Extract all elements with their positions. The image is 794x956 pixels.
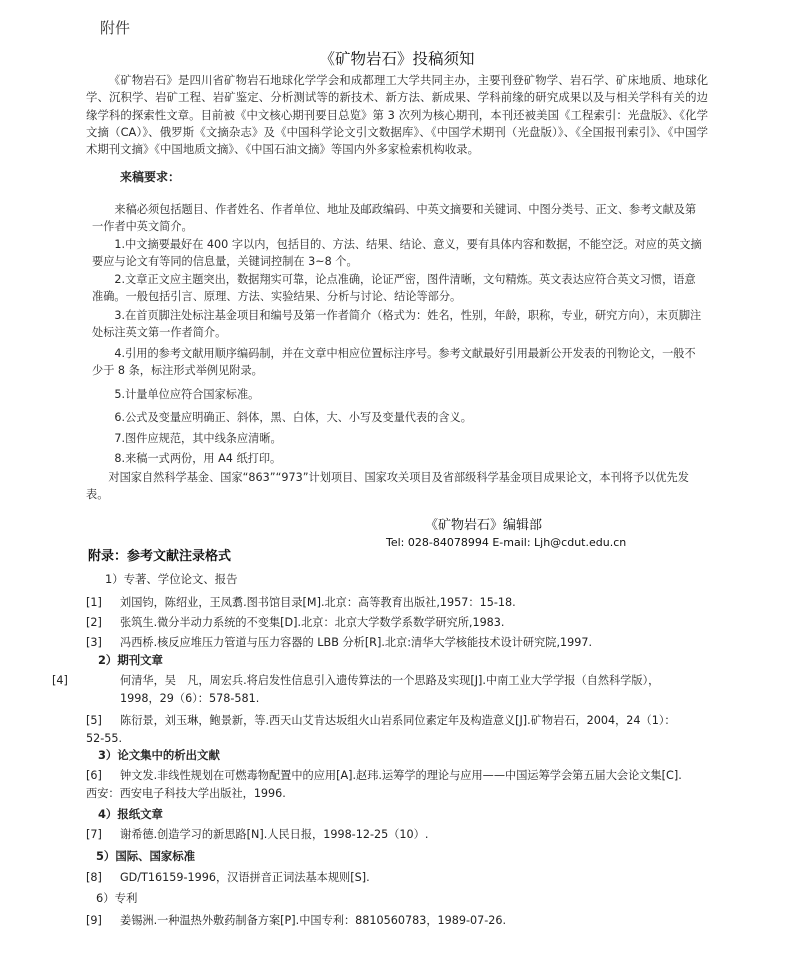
editorial-signature: 《矿物岩石》编辑部 — [425, 518, 543, 533]
attachment-label: 附件 — [100, 19, 131, 37]
section-label: 2）期刊文章 — [98, 653, 163, 667]
reference-text: 冯西桥.核反应堆压力管道与压力容器的 LBB 分析[R].北京:清华大学核能技术设计研究院,1997. — [120, 636, 593, 649]
reference-text: 张筑生.微分半动力系统的不变集[D].北京：北京大学数学系数学研究所,1983. — [120, 616, 505, 629]
reference-text: GD/T16159-1996，汉语拼音正词法基本规则[S]. — [120, 871, 370, 884]
reference-item — [86, 594, 698, 612]
reference-item — [86, 826, 698, 844]
reference-item — [86, 634, 698, 652]
requirement-item: 6.公式及变量应明确正、斜体，黑、白体，大、小写及变量代表的含义。 — [114, 411, 472, 424]
requirement-item: 5.计量单位应符合国家标准。 — [114, 388, 260, 401]
reference-number: [6] — [86, 769, 102, 782]
reference-text: 谢希德.创造学习的新思路[N].人民日报，1998-12-25（10）. — [120, 828, 429, 841]
reference-text: 姜锡洲.一种温热外敷药制备方案[P].中国专利：8810560783，1989-07-26. — [120, 914, 507, 927]
section-label: 1）专著、学位论文、报告 — [105, 572, 238, 586]
reference-number: [2] — [86, 616, 102, 629]
requirement-item: 2.文章正文应主题突出，数据翔实可靠，论点准确，论证严密，图件清晰，文句精炼。英文表达应符合英文习惯，语意准确。一般包括引言、原理、方法、实验结果、分析与讨论、结论等部分。 — [92, 273, 696, 303]
reference-item — [86, 712, 690, 748]
requirement-item: 3.在首页脚注处标注基金项目和编号及第一作者简介（格式为：姓名，性别，年龄，职称，专业，研究方向），末页脚注处标注英文第一作者简介。 — [92, 309, 702, 339]
appendix-title: 附录：参考文献注录格式 — [88, 549, 232, 564]
intro-paragraph: 《矿物岩石》是四川省矿物岩石地球化学学会和成都理工大学共同主办，主要刊登矿物学、岩石学、矿床地质、地球化学、沉积学、岩矿工程、岩矿鉴定、分析测试等的新技术、新方法、新成果、学科前缘的研究成果以及与相关学科有关的边缘学科的探索性文章。目前被《中文核心期刊要目总览》第 3 次列为核心期刊，本刊还被美国《工程索引：光盘版》、《化学文摘（CA）》、俄罗斯《文摘杂志》及《中国科学论文引文数据库》、《中国学术期刊（光盘版）》、《全国报刊索引》、《中国学术期刊文摘》《中国地质文摘》、《中国石油文摘》等国内外多家检索机构收录。 — [86, 73, 708, 157]
reference-number: [9] — [86, 914, 102, 927]
requirement-item: 来稿必须包括题目、作者姓名、作者单位、地址及邮政编码、中英文摘要和关键词、中图分类号、正文、参考文献及第一作者中英文简介。 — [92, 203, 697, 233]
reference-number: [1] — [86, 596, 102, 609]
reference-text: 何清华，吴 凡，周宏兵.将启发性信息引入遗传算法的一个思路及实现[J].中南工业大学学报（自然科学版），1998，29（6）：578-581. — [120, 674, 660, 705]
reference-number: [3] — [86, 636, 102, 649]
reference-text: 钟文发.非线性规划在可燃毒物配置中的应用[A].赵玮.运筹学的理论与应用——中国运筹学会第五届大会论文集[C].西安：西安电子科技大学出版社，1996. — [86, 769, 682, 800]
reference-text: 陈衍景，刘玉琳，鲍景新，等.西天山艾肯达坂组火山岩系同位素定年及构造意义[J].矿物岩石，2004，24（1）：52-55. — [86, 714, 676, 745]
contact-info: Tel: 028-84078994 E-mail: Ljh@cdut.edu.cn — [386, 536, 627, 549]
section-label: 4）报纸文章 — [98, 807, 163, 821]
section-label: 3）论文集中的析出文献 — [98, 748, 220, 762]
reference-item — [86, 767, 690, 803]
page-title: 《矿物岩石》投稿须知 — [319, 50, 475, 68]
reference-item — [86, 912, 698, 930]
reference-number: [4] — [52, 674, 68, 687]
reference-number: [5] — [86, 714, 102, 727]
reference-text: 刘国钧，陈绍业，王凤翥.图书馆目录[M].北京：高等教育出版社,1957：15-18. — [120, 596, 516, 609]
requirement-item: 1.中文摘要最好在 400 字以内，包括目的、方法、结果、结论、意义，要有具体内容和数据，不能空泛。对应的英文摘要应与论文有等同的信息量，关键词控制在 3~8 个。 — [92, 238, 702, 268]
requirement-item: 对国家自然科学基金、国家“863”“973”计划项目、国家攻关项目及省部级科学基金项目成果论文，本刊将予以优先发表。 — [86, 471, 689, 501]
reference-number: [7] — [86, 828, 102, 841]
requirement-item: 8.来稿一式两份，用 A4 纸打印。 — [114, 452, 282, 465]
requirement-item: 7.图件应规范，其中线条应清晰。 — [114, 432, 282, 445]
reference-item — [52, 672, 698, 708]
reference-item — [86, 869, 698, 887]
requirements-heading: 来稿要求： — [120, 170, 181, 184]
reference-number: [8] — [86, 871, 102, 884]
section-label: 6）专利 — [96, 891, 138, 905]
requirement-item: 4.引用的参考文献用顺序编码制，并在文章中相应位置标注序号。参考文献最好引用最新公开发表的刊物论文，一般不少于 8 条，标注形式举例见附录。 — [92, 347, 696, 377]
section-label: 5）国际、国家标准 — [96, 849, 196, 863]
reference-item — [86, 614, 698, 632]
